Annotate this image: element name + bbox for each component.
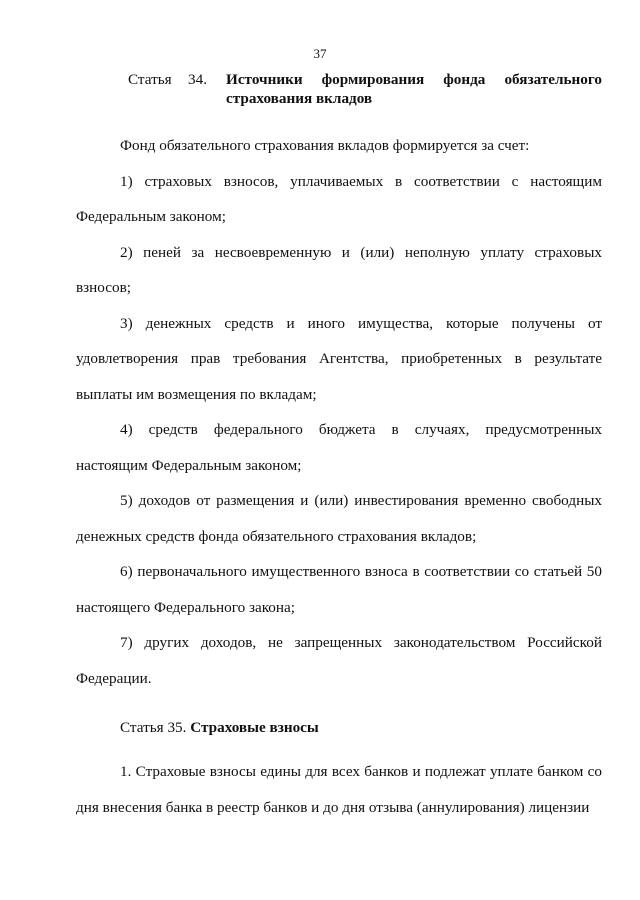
article-title-line-2: страхования вкладов <box>226 90 373 107</box>
article-34-heading <box>128 70 602 108</box>
article-35-heading <box>120 719 319 737</box>
page-number: 37 <box>313 46 327 61</box>
list-item-6: 6) первоначального имущественного взноса в соответствии со статьей 50 настоящего Федерального закона; <box>76 563 602 616</box>
article-35-title: Страховые взносы <box>190 719 319 736</box>
article-35-body <box>76 754 602 825</box>
article-35-prefix: Статья 35. <box>120 719 187 736</box>
list-item-2: 2) пеней за несвоевременную и (или) неполную уплату страховых взносов; <box>76 243 602 296</box>
intro-paragraph: Фонд обязательного страхования вкладов формируется за счет: <box>120 137 530 154</box>
list-item-1: 1) страховых взносов, уплачиваемых в соответствии с настоящим Федеральным законом; <box>76 172 602 225</box>
article-34-body <box>76 128 602 696</box>
article-35-paragraph-1: 1. Страховые взносы едины для всех банков и подлежат уплате банком со дня внесения банка в реестр банков и до дня отзыва (аннулирования) лицензии <box>76 763 602 816</box>
list-item-5: 5) доходов от размещения и (или) инвестирования временно свободных денежных средств фонда обязательного страхования вкладов; <box>76 492 602 545</box>
list-item-7: 7) других доходов, не запрещенных законодательством Российской Федерации. <box>76 634 602 687</box>
article-number: 34. <box>188 71 207 88</box>
article-title-line-1: Источники формирования фонда обязательного <box>226 71 602 88</box>
list-item-3: 3) денежных средств и иного имущества, которые получены от удовлетворения прав требования Агентства, приобретенных в результате выплаты им возмещения по вкладам; <box>76 314 602 403</box>
article-title <box>226 70 602 108</box>
list-item-4: 4) средств федерального бюджета в случаях, предусмотренных настоящим Федеральным законом; <box>76 421 602 474</box>
article-label: Статья <box>128 71 172 88</box>
